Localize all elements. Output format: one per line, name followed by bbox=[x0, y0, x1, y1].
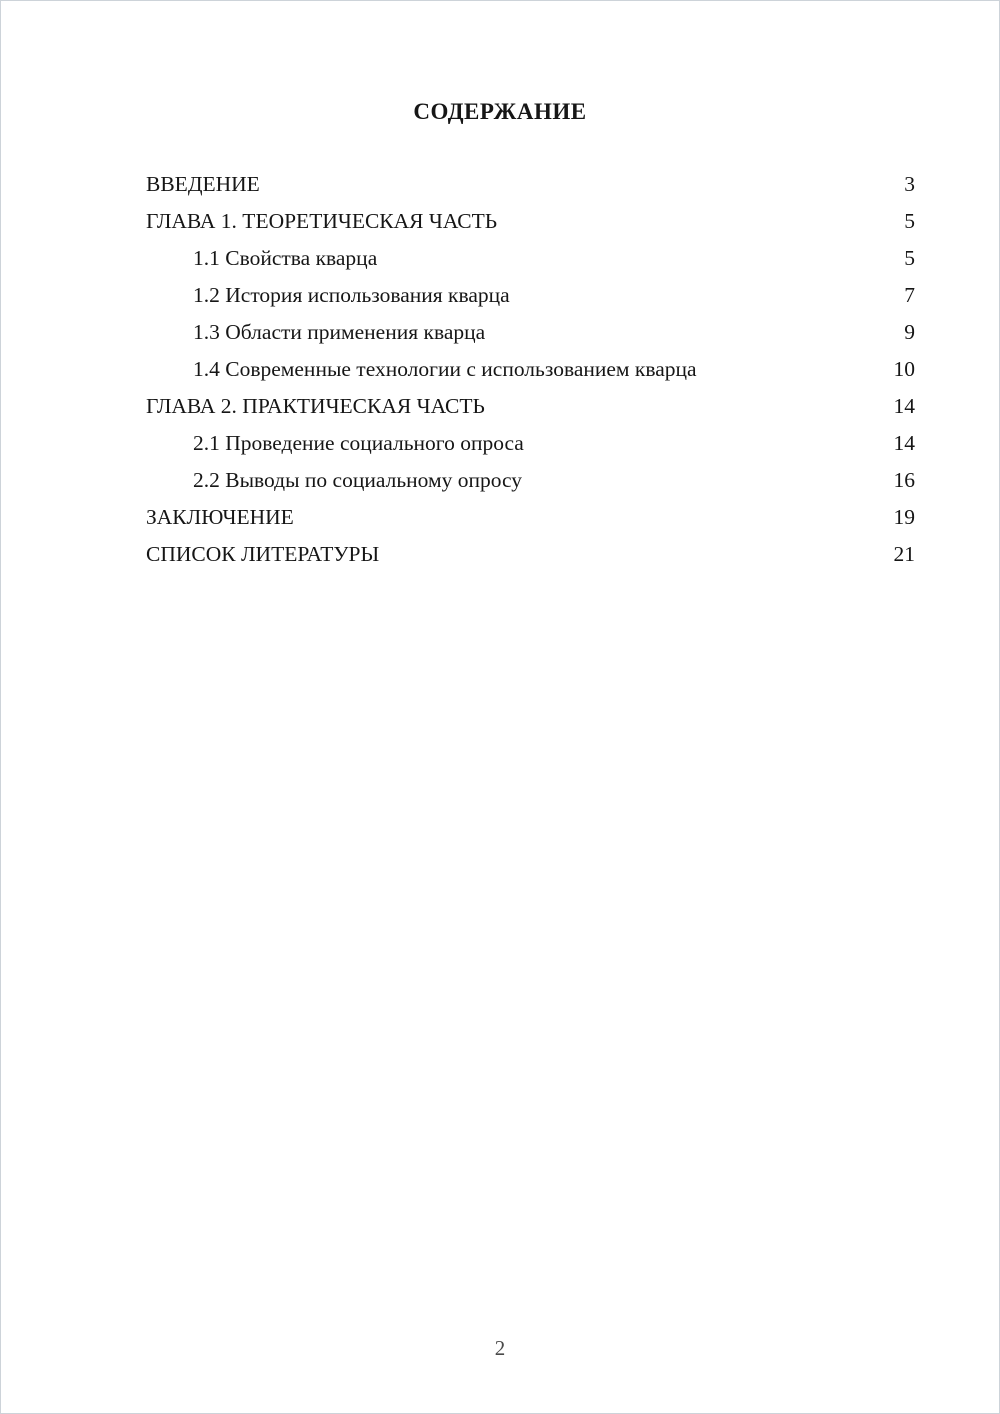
toc-entry-label: ЗАКЛЮЧЕНИЕ bbox=[146, 505, 294, 529]
toc-entry-label: ГЛАВА 1. ТЕОРЕТИЧЕСКАЯ ЧАСТЬ bbox=[146, 209, 498, 233]
toc-entry-page: 3 bbox=[904, 172, 915, 196]
toc-entry-page: 9 bbox=[904, 320, 915, 344]
toc-entry bbox=[146, 277, 915, 314]
toc-entry-page: 5 bbox=[904, 246, 915, 270]
toc-entry-label: 1.3 Области применения кварца bbox=[193, 320, 486, 344]
toc-entry-label: ГЛАВА 2. ПРАКТИЧЕСКАЯ ЧАСТЬ bbox=[146, 394, 485, 418]
toc-entry-label: 1.4 Современные технологии с использованием кварца bbox=[193, 357, 697, 381]
toc-entry bbox=[146, 240, 915, 277]
toc-entry-label: 1.2 История использования кварца bbox=[193, 283, 510, 307]
toc-entry bbox=[146, 499, 915, 536]
toc-entry-page: 21 bbox=[893, 542, 915, 566]
toc-entry-page: 14 bbox=[893, 431, 915, 455]
toc-entry bbox=[146, 425, 915, 462]
toc-entry-label: 1.1 Свойства кварца bbox=[193, 246, 378, 270]
toc-entry bbox=[146, 203, 915, 240]
toc-entry-page: 7 bbox=[904, 283, 915, 307]
page-number: 2 bbox=[494, 1336, 506, 1360]
toc-entry bbox=[146, 166, 915, 203]
toc-entry-label: 2.1 Проведение социального опроса bbox=[193, 431, 524, 455]
toc-entry-label: 2.2 Выводы по социальному опросу bbox=[193, 468, 523, 492]
toc-entry-page: 14 bbox=[893, 394, 915, 418]
toc-entry bbox=[146, 388, 915, 425]
toc-entry-label: ВВЕДЕНИЕ bbox=[146, 172, 260, 196]
toc-entry-page: 10 bbox=[893, 357, 915, 381]
table-of-contents bbox=[1, 166, 999, 573]
toc-entry-page: 19 bbox=[893, 505, 915, 529]
toc-entry-label: СПИСОК ЛИТЕРАТУРЫ bbox=[146, 542, 380, 566]
toc-entry bbox=[146, 351, 915, 388]
toc-entry bbox=[146, 314, 915, 351]
toc-entry bbox=[146, 536, 915, 573]
page-title: СОДЕРЖАНИЕ bbox=[413, 99, 587, 124]
toc-entry bbox=[146, 462, 915, 499]
toc-entry-page: 16 bbox=[893, 468, 915, 492]
toc-entry-page: 5 bbox=[904, 209, 915, 233]
